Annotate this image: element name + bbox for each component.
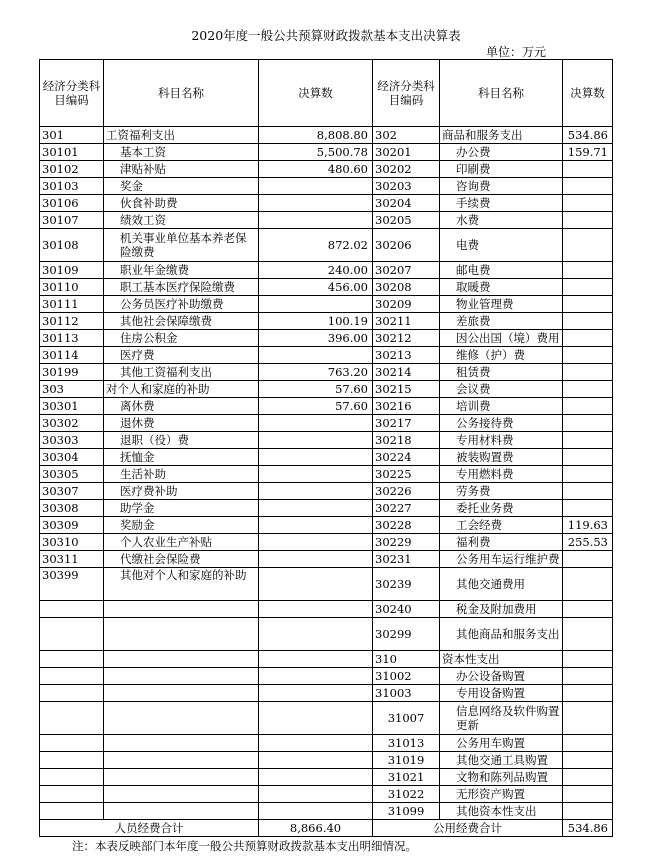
header-name-right: 科目名称 — [440, 60, 563, 127]
left-amount: 57.60 — [259, 398, 373, 415]
table-row — [40, 651, 613, 668]
right-name: 会议费 — [440, 381, 563, 398]
header-name-left: 科目名称 — [104, 60, 259, 127]
left-name — [104, 735, 259, 752]
left-code — [40, 702, 104, 735]
header-code-right: 经济分类科目编码 — [373, 60, 440, 127]
table-row — [40, 415, 613, 432]
right-name: 专用燃料费 — [440, 466, 563, 483]
left-amount — [259, 195, 373, 212]
right-name: 劳务费 — [440, 483, 563, 500]
table-row — [40, 296, 613, 313]
left-name: 公务员医疗补助缴费 — [104, 296, 259, 313]
right-amount — [563, 449, 613, 466]
right-name: 办公设备购置 — [440, 668, 563, 685]
table-row — [40, 568, 613, 601]
right-amount — [563, 466, 613, 483]
right-code: 30204 — [373, 195, 440, 212]
left-name: 其他社会保障缴费 — [104, 313, 259, 330]
right-amount — [563, 735, 613, 752]
right-name: 手续费 — [440, 195, 563, 212]
left-amount — [259, 534, 373, 551]
right-code: 31013 — [373, 735, 440, 752]
header-amount-left: 决算数 — [259, 60, 373, 127]
right-code: 30205 — [373, 212, 440, 229]
table-row — [40, 500, 613, 517]
left-amount — [259, 769, 373, 786]
right-code: 30208 — [373, 279, 440, 296]
right-code: 30229 — [373, 534, 440, 551]
table-row — [40, 279, 613, 296]
left-name: 职工基本医疗保险缴费 — [104, 279, 259, 296]
left-amount — [259, 618, 373, 651]
left-amount — [259, 178, 373, 195]
right-code: 30224 — [373, 449, 440, 466]
left-amount — [259, 651, 373, 668]
table-row — [40, 618, 613, 651]
table-row — [40, 313, 613, 330]
left-name — [104, 685, 259, 702]
right-amount — [563, 195, 613, 212]
table-row — [40, 752, 613, 769]
left-amount: 240.00 — [259, 262, 373, 279]
table-row — [40, 195, 613, 212]
right-code: 30299 — [373, 618, 440, 651]
left-code: 30311 — [40, 551, 104, 568]
left-code: 30101 — [40, 144, 104, 161]
header-code-left: 经济分类科目编码 — [40, 60, 104, 127]
right-code: 30206 — [373, 229, 440, 262]
right-code: 30240 — [373, 601, 440, 618]
left-code — [40, 651, 104, 668]
left-amount — [259, 568, 373, 601]
right-name: 水费 — [440, 212, 563, 229]
table-row — [40, 161, 613, 178]
table-row — [40, 398, 613, 415]
personnel-total-value: 8,866.40 — [259, 820, 373, 837]
left-name: 医疗费补助 — [104, 483, 259, 500]
right-code: 30214 — [373, 364, 440, 381]
right-code: 30227 — [373, 500, 440, 517]
left-code: 30302 — [40, 415, 104, 432]
right-code: 30203 — [373, 178, 440, 195]
right-code: 302 — [373, 127, 440, 144]
table-body — [40, 127, 613, 820]
right-code: 30212 — [373, 330, 440, 347]
right-amount — [563, 702, 613, 735]
left-amount — [259, 212, 373, 229]
right-amount — [563, 752, 613, 769]
table-row — [40, 466, 613, 483]
right-amount — [563, 212, 613, 229]
right-code: 31021 — [373, 769, 440, 786]
left-amount — [259, 517, 373, 534]
left-code: 30303 — [40, 432, 104, 449]
right-amount — [563, 568, 613, 601]
right-name: 印刷费 — [440, 161, 563, 178]
left-amount — [259, 500, 373, 517]
right-amount — [563, 432, 613, 449]
left-name: 对个人和家庭的补助 — [104, 381, 259, 398]
right-amount — [563, 229, 613, 262]
left-code: 30305 — [40, 466, 104, 483]
table-row — [40, 702, 613, 735]
left-amount — [259, 483, 373, 500]
table-row — [40, 668, 613, 685]
right-name: 维修（护）费 — [440, 347, 563, 364]
right-amount: 255.53 — [563, 534, 613, 551]
left-code — [40, 735, 104, 752]
table-row — [40, 601, 613, 618]
left-amount — [259, 803, 373, 820]
left-amount: 5,500.78 — [259, 144, 373, 161]
left-amount — [259, 432, 373, 449]
left-amount — [259, 752, 373, 769]
right-name: 专用设备购置 — [440, 685, 563, 702]
left-amount — [259, 449, 373, 466]
right-code: 31002 — [373, 668, 440, 685]
left-name: 抚恤金 — [104, 449, 259, 466]
expenditure-table — [39, 59, 613, 837]
left-code: 30110 — [40, 279, 104, 296]
left-name: 住房公积金 — [104, 330, 259, 347]
left-amount — [259, 786, 373, 803]
table-row — [40, 769, 613, 786]
right-amount — [563, 415, 613, 432]
left-code — [40, 668, 104, 685]
left-name: 助学金 — [104, 500, 259, 517]
right-name: 公务用车购置 — [440, 735, 563, 752]
right-name: 租赁费 — [440, 364, 563, 381]
table-row — [40, 364, 613, 381]
left-code: 30199 — [40, 364, 104, 381]
right-amount — [563, 398, 613, 415]
table-row — [40, 330, 613, 347]
left-name: 职业年金缴费 — [104, 262, 259, 279]
left-code — [40, 803, 104, 820]
right-name: 公务用车运行维护费 — [440, 551, 563, 568]
right-code: 30218 — [373, 432, 440, 449]
right-name: 物业管理费 — [440, 296, 563, 313]
left-amount: 8,808.80 — [259, 127, 373, 144]
table-row — [40, 803, 613, 820]
left-name: 其他工资福利支出 — [104, 364, 259, 381]
left-code — [40, 786, 104, 803]
right-name: 税金及附加费用 — [440, 601, 563, 618]
left-code: 301 — [40, 127, 104, 144]
right-name: 差旅费 — [440, 313, 563, 330]
right-amount — [563, 330, 613, 347]
right-code: 30231 — [373, 551, 440, 568]
footnote: 注：本表反映部门本年度一般公共预算财政拨款基本支出明细情况。 — [72, 839, 417, 853]
left-name: 退职（役）费 — [104, 432, 259, 449]
left-amount — [259, 415, 373, 432]
right-code: 30217 — [373, 415, 440, 432]
right-name: 商品和服务支出 — [440, 127, 563, 144]
left-amount — [259, 601, 373, 618]
right-name: 被装购置费 — [440, 449, 563, 466]
left-amount — [259, 702, 373, 735]
left-code — [40, 752, 104, 769]
table-row — [40, 262, 613, 279]
right-code: 31007 — [373, 702, 440, 735]
left-name — [104, 601, 259, 618]
report-title: 2020年度一般公共预算财政拨款基本支出决算表 — [191, 28, 461, 43]
left-code — [40, 618, 104, 651]
right-name: 因公出国（境）费用 — [440, 330, 563, 347]
header-amount-right: 决算数 — [563, 60, 613, 127]
right-amount: 119.63 — [563, 517, 613, 534]
right-amount — [563, 601, 613, 618]
right-code: 30226 — [373, 483, 440, 500]
left-amount — [259, 551, 373, 568]
left-code: 30399 — [40, 568, 104, 601]
right-name: 咨询费 — [440, 178, 563, 195]
left-code: 30114 — [40, 347, 104, 364]
left-amount: 456.00 — [259, 279, 373, 296]
public-total-label: 公用经费合计 — [373, 820, 563, 837]
left-name: 生活补助 — [104, 466, 259, 483]
right-name: 其他商品和服务支出 — [440, 618, 563, 651]
right-amount — [563, 668, 613, 685]
left-code: 30111 — [40, 296, 104, 313]
right-amount — [563, 685, 613, 702]
left-name: 医疗费 — [104, 347, 259, 364]
left-code — [40, 769, 104, 786]
right-amount — [563, 618, 613, 651]
right-amount — [563, 313, 613, 330]
left-code: 30109 — [40, 262, 104, 279]
right-code: 31099 — [373, 803, 440, 820]
left-name — [104, 651, 259, 668]
right-name: 委托业务费 — [440, 500, 563, 517]
left-code: 303 — [40, 381, 104, 398]
left-amount — [259, 685, 373, 702]
table-row — [40, 483, 613, 500]
right-name: 其他交通工具购置 — [440, 752, 563, 769]
table-row — [40, 212, 613, 229]
right-amount — [563, 803, 613, 820]
table-row — [40, 449, 613, 466]
left-name: 其他对个人和家庭的补助 — [104, 568, 259, 601]
left-name: 伙食补助费 — [104, 195, 259, 212]
right-code: 30213 — [373, 347, 440, 364]
left-name — [104, 752, 259, 769]
right-amount — [563, 769, 613, 786]
right-amount — [563, 483, 613, 500]
table-row — [40, 144, 613, 161]
left-amount — [259, 466, 373, 483]
right-name: 公务接待费 — [440, 415, 563, 432]
right-code: 30239 — [373, 568, 440, 601]
left-code: 30309 — [40, 517, 104, 534]
right-amount — [563, 381, 613, 398]
right-amount: 534.86 — [563, 127, 613, 144]
right-name: 邮电费 — [440, 262, 563, 279]
right-amount — [563, 500, 613, 517]
left-code: 30108 — [40, 229, 104, 262]
left-code: 30103 — [40, 178, 104, 195]
left-name — [104, 786, 259, 803]
totals-row — [40, 820, 613, 837]
left-amount: 872.02 — [259, 229, 373, 262]
right-code: 30225 — [373, 466, 440, 483]
right-amount: 159.71 — [563, 144, 613, 161]
right-name: 资本性支出 — [440, 651, 563, 668]
right-amount — [563, 786, 613, 803]
right-name: 电费 — [440, 229, 563, 262]
right-code: 310 — [373, 651, 440, 668]
right-name: 培训费 — [440, 398, 563, 415]
right-code: 30228 — [373, 517, 440, 534]
left-name — [104, 668, 259, 685]
public-total-value: 534.86 — [563, 820, 613, 837]
left-code: 30112 — [40, 313, 104, 330]
right-amount — [563, 262, 613, 279]
table-row — [40, 229, 613, 262]
table-row — [40, 517, 613, 534]
table-row — [40, 381, 613, 398]
left-name: 个人农业生产补贴 — [104, 534, 259, 551]
left-name — [104, 803, 259, 820]
left-name: 工资福利支出 — [104, 127, 259, 144]
right-code: 30216 — [373, 398, 440, 415]
table-row — [40, 786, 613, 803]
table-row — [40, 685, 613, 702]
right-amount — [563, 296, 613, 313]
left-amount: 100.19 — [259, 313, 373, 330]
right-name: 文物和陈列品购置 — [440, 769, 563, 786]
left-name: 代缴社会保险费 — [104, 551, 259, 568]
right-name: 工会经费 — [440, 517, 563, 534]
left-code: 30307 — [40, 483, 104, 500]
left-name: 基本工资 — [104, 144, 259, 161]
right-code: 31003 — [373, 685, 440, 702]
right-name: 办公费 — [440, 144, 563, 161]
right-name: 无形资产购置 — [440, 786, 563, 803]
left-amount: 396.00 — [259, 330, 373, 347]
right-code: 30201 — [373, 144, 440, 161]
left-name: 绩效工资 — [104, 212, 259, 229]
right-name: 专用材料费 — [440, 432, 563, 449]
left-name: 退休费 — [104, 415, 259, 432]
left-name: 津贴补贴 — [104, 161, 259, 178]
right-amount — [563, 279, 613, 296]
table-row — [40, 534, 613, 551]
table-row — [40, 735, 613, 752]
left-name: 奖励金 — [104, 517, 259, 534]
left-amount: 57.60 — [259, 381, 373, 398]
right-name: 取暖费 — [440, 279, 563, 296]
left-code: 30102 — [40, 161, 104, 178]
right-code: 30207 — [373, 262, 440, 279]
left-code: 30107 — [40, 212, 104, 229]
right-code: 30202 — [373, 161, 440, 178]
left-code: 30301 — [40, 398, 104, 415]
left-code: 30106 — [40, 195, 104, 212]
right-code: 31022 — [373, 786, 440, 803]
left-amount: 480.60 — [259, 161, 373, 178]
right-code: 30211 — [373, 313, 440, 330]
right-code: 30209 — [373, 296, 440, 313]
left-code: 30310 — [40, 534, 104, 551]
right-name: 其他交通费用 — [440, 568, 563, 601]
left-name — [104, 769, 259, 786]
unit-label: 单位：万元 — [486, 45, 547, 59]
table-row — [40, 127, 613, 144]
table-row — [40, 551, 613, 568]
right-code: 31019 — [373, 752, 440, 769]
right-name: 其他资本性支出 — [440, 803, 563, 820]
right-amount — [563, 551, 613, 568]
table-row — [40, 178, 613, 195]
right-amount — [563, 651, 613, 668]
left-amount — [259, 296, 373, 313]
left-amount — [259, 735, 373, 752]
right-amount — [563, 364, 613, 381]
right-amount — [563, 347, 613, 364]
left-amount: 763.20 — [259, 364, 373, 381]
left-code — [40, 685, 104, 702]
table-row — [40, 347, 613, 364]
left-code: 30308 — [40, 500, 104, 517]
left-code — [40, 601, 104, 618]
right-amount — [563, 178, 613, 195]
right-name: 信息网络及软件购置更新 — [440, 702, 563, 735]
left-name: 奖金 — [104, 178, 259, 195]
right-name: 福利费 — [440, 534, 563, 551]
left-code: 30304 — [40, 449, 104, 466]
left-name: 离休费 — [104, 398, 259, 415]
left-amount — [259, 347, 373, 364]
left-name — [104, 618, 259, 651]
right-amount — [563, 161, 613, 178]
left-amount — [259, 668, 373, 685]
left-name: 机关事业单位基本养老保险缴费 — [104, 229, 259, 262]
right-code: 30215 — [373, 381, 440, 398]
table-row — [40, 432, 613, 449]
left-name — [104, 702, 259, 735]
left-code: 30113 — [40, 330, 104, 347]
personnel-total-label: 人员经费合计 — [40, 820, 259, 837]
